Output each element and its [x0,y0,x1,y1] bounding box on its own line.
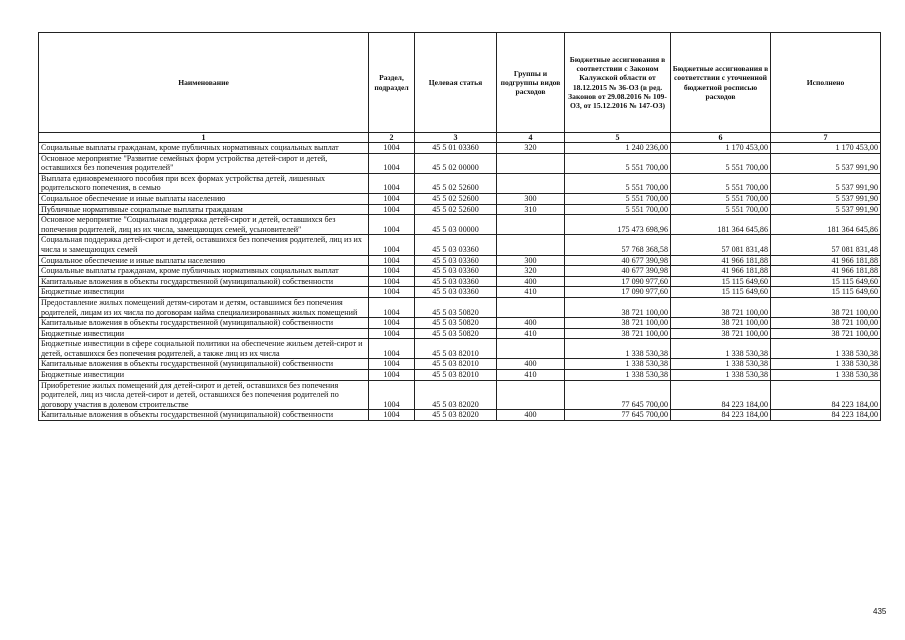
row-executed: 5 537 991,90 [771,204,881,215]
row-section: 1004 [369,318,415,329]
header-row [39,33,881,133]
row-section: 1004 [369,266,415,277]
row-section: 1004 [369,153,415,173]
row-budget-roll: 5 551 700,00 [671,204,771,215]
row-budget-law: 77 645 700,00 [565,410,671,421]
row-target-code: 45 5 03 50820 [415,328,497,339]
row-budget-roll: 1 170 453,00 [671,143,771,154]
row-executed: 84 223 184,00 [771,380,881,410]
row-name: Социальное обеспечение и иные выплаты населению [39,255,369,266]
row-budget-roll: 1 338 530,38 [671,339,771,359]
row-section: 1004 [369,204,415,215]
row-executed: 41 966 181,88 [771,266,881,277]
table-row [39,380,881,410]
row-name: Социальные выплаты гражданам, кроме публичных нормативных социальных выплат [39,143,369,154]
row-name: Основное мероприятие "Развитие семейных форм устройства детей-сирот и детей, оставшихся без попечения родителей" [39,153,369,173]
row-target-code: 45 5 03 03360 [415,255,497,266]
row-executed: 15 115 649,60 [771,287,881,298]
row-executed: 181 364 645,86 [771,215,881,235]
row-expense-group: 400 [497,410,565,421]
header-target: Целевая статья [415,33,497,133]
row-budget-roll: 5 551 700,00 [671,173,771,193]
row-name: Социальное обеспечение и иные выплаты населению [39,193,369,204]
row-target-code: 45 5 03 82010 [415,370,497,381]
row-budget-law: 1 240 236,00 [565,143,671,154]
row-target-code: 45 5 01 03360 [415,143,497,154]
row-budget-roll: 1 338 530,38 [671,359,771,370]
row-name: Социальные выплаты гражданам, кроме публичных нормативных социальных выплат [39,266,369,277]
row-budget-law: 5 551 700,00 [565,204,671,215]
header-name: Наименование [39,33,369,133]
row-section: 1004 [369,276,415,287]
row-executed: 84 223 184,00 [771,410,881,421]
row-name: Приобретение жилых помещений для детей-сирот и детей, оставшихся без попечения родителей, лиц из числа детей-сирот и детей, оставшихся без попечения родителей по договору участия в долевом строительстве [39,380,369,410]
row-target-code: 45 5 03 03360 [415,276,497,287]
row-expense-group: 410 [497,328,565,339]
row-target-code: 45 5 03 50820 [415,297,497,317]
row-name: Бюджетные инвестиции [39,328,369,339]
row-target-code: 45 5 02 52600 [415,193,497,204]
table-row [39,359,881,370]
row-budget-roll: 41 966 181,88 [671,255,771,266]
table-row [39,297,881,317]
row-name: Бюджетные инвестиции [39,370,369,381]
row-budget-roll: 38 721 100,00 [671,328,771,339]
row-budget-roll: 57 081 831,48 [671,235,771,255]
table-row [39,255,881,266]
header-section: Раздел, подраздел [369,33,415,133]
header-executed: Исполнено [771,33,881,133]
row-target-code: 45 5 03 00000 [415,215,497,235]
table-body [39,143,881,421]
table-row [39,215,881,235]
row-expense-group: 300 [497,193,565,204]
row-name: Капитальные вложения в объекты государственной (муниципальной) собственности [39,276,369,287]
row-name: Капитальные вложения в объекты государственной (муниципальной) собственности [39,359,369,370]
row-section: 1004 [369,215,415,235]
row-expense-group [497,235,565,255]
row-name: Социальная поддержка детей-сирот и детей, оставшихся без попечения родителей, лиц из их числа и замещающих семей [39,235,369,255]
row-expense-group [497,297,565,317]
row-budget-law: 1 338 530,38 [565,370,671,381]
column-number: 3 [415,133,497,143]
row-budget-law: 1 338 530,38 [565,359,671,370]
row-executed: 41 966 181,88 [771,255,881,266]
table-row [39,276,881,287]
row-budget-roll: 15 115 649,60 [671,287,771,298]
row-executed: 5 537 991,90 [771,193,881,204]
row-name: Бюджетные инвестиции [39,287,369,298]
row-target-code: 45 5 03 82010 [415,339,497,359]
row-budget-law: 38 721 100,00 [565,318,671,329]
row-executed: 15 115 649,60 [771,276,881,287]
table-row [39,410,881,421]
row-expense-group: 320 [497,266,565,277]
row-section: 1004 [369,173,415,193]
row-name: Капитальные вложения в объекты государственной (муниципальной) собственности [39,410,369,421]
row-target-code: 45 5 02 52600 [415,173,497,193]
table-row [39,204,881,215]
row-budget-law: 17 090 977,60 [565,276,671,287]
row-expense-group: 400 [497,359,565,370]
row-name: Основное мероприятие "Социальная поддержка детей-сирот и детей, оставшихся без попечения родителей, лиц из их числа, замещающих семей, усыновителей" [39,215,369,235]
row-budget-law: 5 551 700,00 [565,153,671,173]
row-section: 1004 [369,410,415,421]
row-budget-roll: 15 115 649,60 [671,276,771,287]
row-budget-law: 57 768 368,58 [565,235,671,255]
row-budget-law: 5 551 700,00 [565,193,671,204]
row-target-code: 45 5 03 03360 [415,287,497,298]
header-budget-law: Бюджетные ассигнования в соответствии с Законом Калужской области от 18.12.2015 № 36-ОЗ (в ред. Законов от 29.08.2016 № 109-ОЗ, от 15.12.2016 № 147-ОЗ) [565,33,671,133]
row-section: 1004 [369,339,415,359]
row-name: Капитальные вложения в объекты государственной (муниципальной) собственности [39,318,369,329]
row-executed: 38 721 100,00 [771,297,881,317]
row-budget-roll: 5 551 700,00 [671,193,771,204]
row-name: Публичные нормативные социальные выплаты гражданам [39,204,369,215]
row-name: Предоставление жилых помещений детям-сиротам и детям, оставшимся без попечения родителей, лицам из их числа по договорам найма специализированных жилых помещений [39,297,369,317]
row-section: 1004 [369,193,415,204]
row-section: 1004 [369,370,415,381]
row-budget-law: 5 551 700,00 [565,173,671,193]
row-budget-law: 77 645 700,00 [565,380,671,410]
column-number-row [39,133,881,143]
row-section: 1004 [369,143,415,154]
row-expense-group [497,173,565,193]
row-budget-roll: 84 223 184,00 [671,380,771,410]
header-group: Группы и подгруппы видов расходов [497,33,565,133]
row-section: 1004 [369,235,415,255]
row-budget-law: 38 721 100,00 [565,297,671,317]
row-expense-group: 400 [497,276,565,287]
row-name: Бюджетные инвестиции в сфере социальной политики на обеспечение жильем детей-сирот и детей, оставшихся без попечения родителей, а также лиц из их числа [39,339,369,359]
page-number: 435 [873,607,887,616]
row-budget-roll: 181 364 645,86 [671,215,771,235]
row-budget-law: 175 473 698,96 [565,215,671,235]
row-executed: 5 537 991,90 [771,153,881,173]
row-section: 1004 [369,287,415,298]
row-budget-roll: 84 223 184,00 [671,410,771,421]
row-budget-law: 40 677 390,98 [565,255,671,266]
row-expense-group: 310 [497,204,565,215]
row-executed: 5 537 991,90 [771,173,881,193]
column-number: 5 [565,133,671,143]
row-target-code: 45 5 02 00000 [415,153,497,173]
table-row [39,328,881,339]
table-row [39,153,881,173]
row-budget-roll: 1 338 530,38 [671,370,771,381]
row-executed: 38 721 100,00 [771,318,881,329]
row-budget-roll: 38 721 100,00 [671,297,771,317]
row-target-code: 45 5 03 82020 [415,380,497,410]
row-budget-roll: 41 966 181,88 [671,266,771,277]
table-row [39,266,881,277]
row-expense-group: 300 [497,255,565,266]
row-budget-law: 38 721 100,00 [565,328,671,339]
row-expense-group [497,339,565,359]
row-executed: 1 338 530,38 [771,339,881,359]
row-name: Выплата единовременного пособия при всех формах устройства детей, лишенных родительского попечения, в семью [39,173,369,193]
table-row [39,235,881,255]
table-row [39,339,881,359]
row-target-code: 45 5 03 82010 [415,359,497,370]
row-section: 1004 [369,297,415,317]
row-budget-law: 17 090 977,60 [565,287,671,298]
column-number: 4 [497,133,565,143]
row-target-code: 45 5 02 52600 [415,204,497,215]
row-executed: 57 081 831,48 [771,235,881,255]
table-row [39,193,881,204]
row-expense-group: 410 [497,370,565,381]
row-section: 1004 [369,380,415,410]
row-expense-group: 320 [497,143,565,154]
row-section: 1004 [369,255,415,266]
row-executed: 1 338 530,38 [771,370,881,381]
table-row [39,143,881,154]
row-target-code: 45 5 03 82020 [415,410,497,421]
row-expense-group [497,153,565,173]
row-target-code: 45 5 03 03360 [415,266,497,277]
row-expense-group [497,215,565,235]
row-section: 1004 [369,328,415,339]
row-expense-group: 400 [497,318,565,329]
header-budget-roll: Бюджетные ассигнования в соответствии с уточненной бюджетной росписью расходов [671,33,771,133]
row-target-code: 45 5 03 03360 [415,235,497,255]
table-row [39,287,881,298]
row-budget-law: 1 338 530,38 [565,339,671,359]
budget-table [38,32,881,421]
row-executed: 1 338 530,38 [771,359,881,370]
table-row [39,370,881,381]
column-number: 6 [671,133,771,143]
row-executed: 1 170 453,00 [771,143,881,154]
row-executed: 38 721 100,00 [771,328,881,339]
row-target-code: 45 5 03 50820 [415,318,497,329]
table-row [39,173,881,193]
column-number: 7 [771,133,881,143]
row-budget-law: 40 677 390,98 [565,266,671,277]
column-number: 2 [369,133,415,143]
column-number: 1 [39,133,369,143]
row-expense-group: 410 [497,287,565,298]
row-budget-roll: 38 721 100,00 [671,318,771,329]
row-budget-roll: 5 551 700,00 [671,153,771,173]
table-row [39,318,881,329]
row-expense-group [497,380,565,410]
row-section: 1004 [369,359,415,370]
